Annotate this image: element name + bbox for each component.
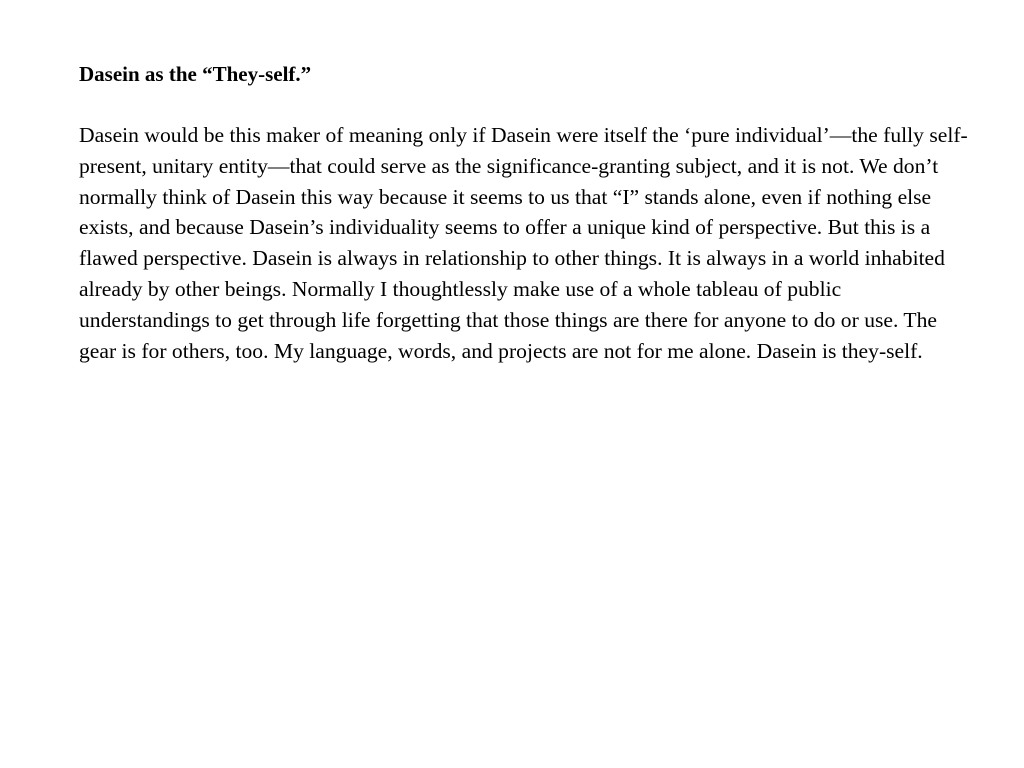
slide-body-paragraph: Dasein would be this maker of meaning only if Dasein were itself the ‘pure individual’—the fully self-present, unitary entity—that could serve as the significance-granting subject, and it is not. We don’t normally think of Dasein this way because it seems to us that “I” stands alone, even if nothing else exists, and because Dasein’s individuality seems to offer a unique kind of perspective. But this is a flawed perspective. Dasein is always in relationship to other things. It is always in a world inhabited already by other beings. Normally I thoughtlessly make use of a whole tableau of public understandings to get through life forgetting that those things are there for anyone to do or use. The gear is for others, too. My language, words, and projects are not for me alone. Dasein is they-self. — [79, 123, 968, 363]
slide-content — [79, 59, 969, 366]
slide-heading: Dasein as the “They-self.” — [79, 62, 312, 86]
